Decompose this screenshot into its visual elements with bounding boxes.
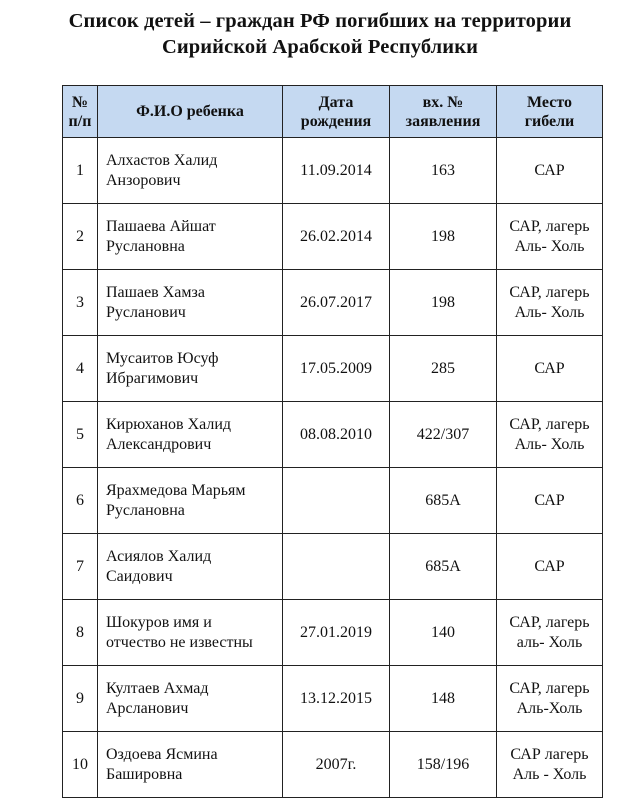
cell-birth-date-text: 26.07.2017 <box>300 293 372 311</box>
cell-place-of-death <box>497 534 603 600</box>
cell-name <box>98 270 283 336</box>
cell-place-of-death <box>497 270 603 336</box>
cell-application-number-text: 285 <box>431 359 455 377</box>
cell-birth-date <box>283 204 390 270</box>
cell-place-of-death <box>497 732 603 798</box>
cell-num-text: 7 <box>76 557 84 575</box>
cell-num <box>63 600 98 666</box>
table-row <box>63 732 603 798</box>
cell-num-text: 5 <box>76 425 84 443</box>
cell-place-of-death <box>497 336 603 402</box>
cell-birth-date <box>283 732 390 798</box>
header-num-label: № п/п <box>68 93 92 130</box>
cell-place-of-death-text: САР лагерь Аль - Холь <box>510 745 589 783</box>
document-title <box>0 8 640 60</box>
cell-num <box>63 534 98 600</box>
cell-birth-date-text: 2007г. <box>315 755 357 773</box>
cell-name-text: Кирюханов Халид Александрович <box>106 415 232 453</box>
table-body <box>63 138 603 798</box>
table-row <box>63 600 603 666</box>
cell-place-of-death-text: САР <box>534 491 565 509</box>
cell-application-number-text: 148 <box>431 689 455 707</box>
header-row <box>63 86 603 138</box>
cell-application-number <box>390 270 497 336</box>
cell-birth-date <box>283 402 390 468</box>
cell-application-number <box>390 468 497 534</box>
cell-num-text: 9 <box>76 689 84 707</box>
table-row <box>63 204 603 270</box>
header-application <box>390 86 497 138</box>
cell-num <box>63 204 98 270</box>
cell-num-text: 6 <box>76 491 84 509</box>
cell-name <box>98 666 283 732</box>
cell-name-text: Шокуров имя и отчество не известны <box>106 613 253 651</box>
cell-application-number <box>390 732 497 798</box>
title-line-1: Список детей – граждан РФ погибших на территории <box>68 10 572 32</box>
cell-num-text: 2 <box>76 227 84 245</box>
cell-name <box>98 732 283 798</box>
cell-name-text: Асиялов Халид Саидович <box>106 547 212 585</box>
cell-num <box>63 666 98 732</box>
title-line-2: Сирийской Арабской Республики <box>161 36 479 58</box>
cell-name <box>98 402 283 468</box>
cell-num-text: 4 <box>76 359 84 377</box>
table-row <box>63 666 603 732</box>
cell-name-text: Мусаитов Юсуф Ибрагимович <box>106 349 219 387</box>
table-row <box>63 402 603 468</box>
cell-num <box>63 138 98 204</box>
cell-name <box>98 204 283 270</box>
table-row <box>63 534 603 600</box>
cell-name-text: Оздоева Ясмина Башировна <box>106 745 218 783</box>
cell-place-of-death <box>497 666 603 732</box>
cell-application-number-text: 422/307 <box>416 425 470 443</box>
table-row <box>63 336 603 402</box>
cell-place-of-death-text: САР, лагерь аль- Холь <box>509 613 590 651</box>
header-name <box>98 86 283 138</box>
cell-birth-date <box>283 270 390 336</box>
cell-place-of-death-text: САР, лагерь Аль-Холь <box>509 679 590 717</box>
cell-birth-date <box>283 336 390 402</box>
children-list-table <box>62 85 603 798</box>
cell-birth-date <box>283 468 390 534</box>
header-birth-label: Дата рождения <box>300 93 372 130</box>
cell-place-of-death-text: САР <box>534 557 565 575</box>
cell-place-of-death <box>497 468 603 534</box>
cell-birth-date-text: 08.08.2010 <box>300 425 372 443</box>
header-num <box>63 86 98 138</box>
cell-num-text: 3 <box>76 293 84 311</box>
cell-name <box>98 468 283 534</box>
cell-name-text: Алхастов Халид Анзорович <box>106 151 218 189</box>
cell-birth-date-text: 26.02.2014 <box>300 227 372 245</box>
cell-application-number <box>390 138 497 204</box>
cell-application-number-text: 685А <box>425 557 461 575</box>
cell-application-number <box>390 204 497 270</box>
cell-name <box>98 138 283 204</box>
cell-place-of-death <box>497 204 603 270</box>
cell-application-number <box>390 336 497 402</box>
header-birth <box>283 86 390 138</box>
cell-birth-date-text: 27.01.2019 <box>300 623 372 641</box>
cell-place-of-death <box>497 402 603 468</box>
cell-name-text: Пашаева Айшат Руслановна <box>106 217 216 255</box>
cell-application-number <box>390 402 497 468</box>
table-row <box>63 468 603 534</box>
cell-num-text: 10 <box>72 755 88 773</box>
cell-num-text: 8 <box>76 623 84 641</box>
cell-place-of-death-text: САР <box>534 359 565 377</box>
cell-birth-date <box>283 534 390 600</box>
cell-application-number-text: 140 <box>431 623 455 641</box>
cell-num <box>63 402 98 468</box>
cell-place-of-death-text: САР, лагерь Аль- Холь <box>509 415 590 453</box>
cell-birth-date <box>283 666 390 732</box>
cell-place-of-death-text: САР, лагерь Аль- Холь <box>509 217 590 255</box>
header-place-label: Место гибели <box>524 93 575 130</box>
cell-name <box>98 600 283 666</box>
cell-application-number-text: 198 <box>431 293 455 311</box>
cell-place-of-death-text: САР <box>534 161 565 179</box>
table-row <box>63 270 603 336</box>
cell-num-text: 1 <box>76 161 84 179</box>
cell-application-number-text: 163 <box>431 161 455 179</box>
table-row <box>63 138 603 204</box>
cell-birth-date <box>283 138 390 204</box>
table-header <box>63 86 603 138</box>
header-name-label: Ф.И.О ребенка <box>136 103 244 120</box>
cell-name <box>98 336 283 402</box>
cell-application-number-text: 685А <box>425 491 461 509</box>
cell-num <box>63 468 98 534</box>
cell-place-of-death <box>497 138 603 204</box>
cell-birth-date-text: 11.09.2014 <box>300 161 372 179</box>
cell-application-number <box>390 666 497 732</box>
cell-application-number-text: 158/196 <box>416 755 470 773</box>
cell-num <box>63 732 98 798</box>
cell-application-number <box>390 534 497 600</box>
cell-name-text: Ярахмедова Марьям Руслановна <box>106 481 246 519</box>
header-application-label: вх. № заявления <box>405 93 481 130</box>
cell-num <box>63 336 98 402</box>
cell-num <box>63 270 98 336</box>
cell-name-text: Култаев Ахмад Арсланович <box>106 679 209 717</box>
cell-name <box>98 534 283 600</box>
cell-name-text: Пашаев Хамза Русланович <box>106 283 205 321</box>
header-place <box>497 86 603 138</box>
cell-application-number <box>390 600 497 666</box>
cell-birth-date-text: 13.12.2015 <box>300 689 372 707</box>
cell-birth-date-text: 17.05.2009 <box>300 359 372 377</box>
cell-application-number-text: 198 <box>431 227 455 245</box>
cell-birth-date <box>283 600 390 666</box>
cell-place-of-death-text: САР, лагерь Аль- Холь <box>509 283 590 321</box>
cell-place-of-death <box>497 600 603 666</box>
